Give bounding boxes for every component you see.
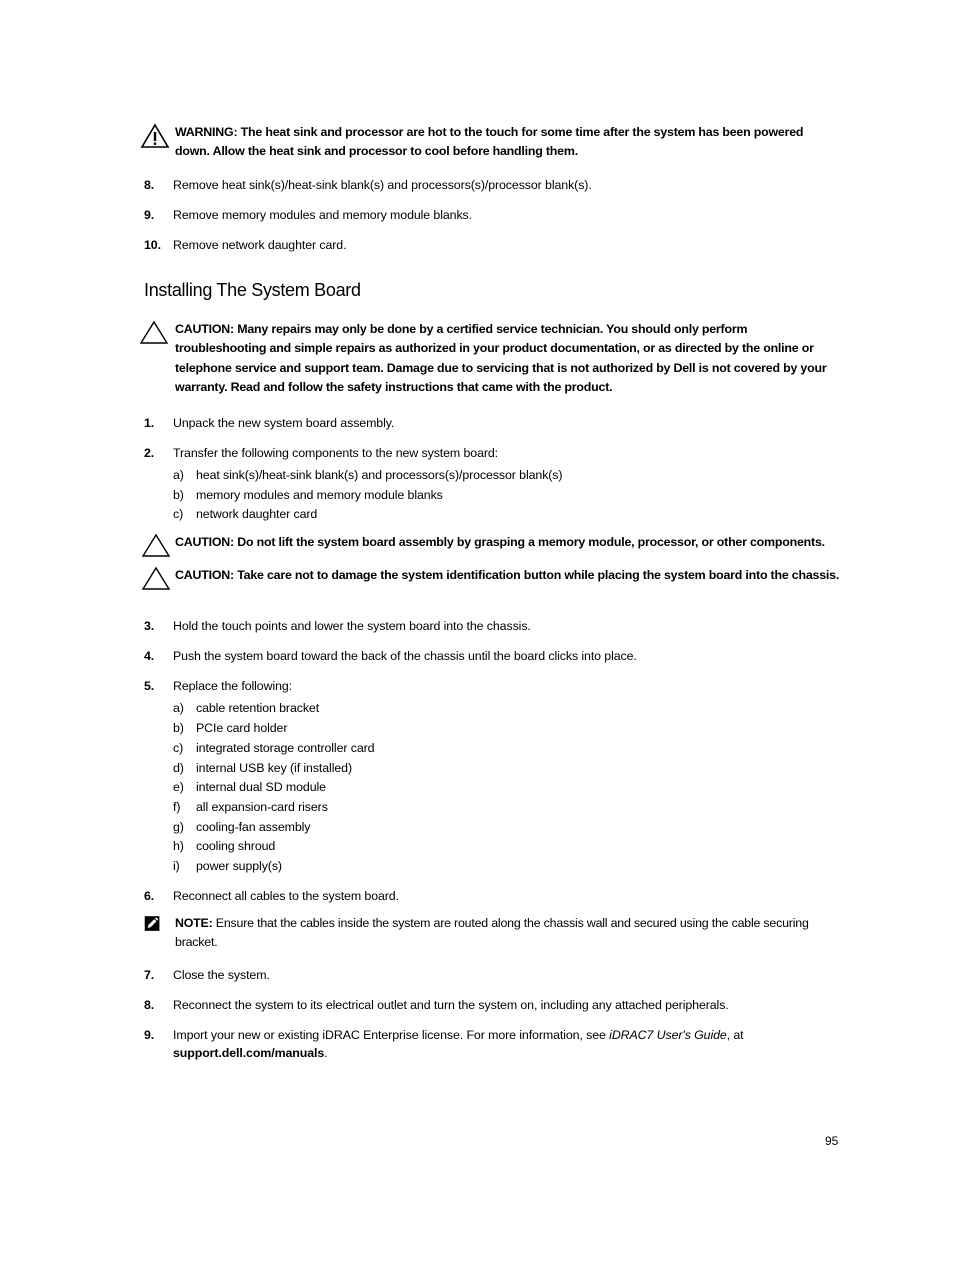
caution-text: Many repairs may only be done by a certified service technician. You should only perform troubleshooting and simple repairs as authorized in your product documentation, or as directed by the online or telephone service and support team. Damage due to servicing that is not authorized by Dell is not covered by your warranty. Read and follow the safety instructions that came with the product. <box>175 322 827 395</box>
support-link[interactable]: support.dell.com/manuals <box>173 1046 325 1060</box>
note-text: Ensure that the cables inside the system are routed along the chassis wall and secured using the cable securing bracket. <box>175 916 809 950</box>
caution-label: CAUTION: <box>175 322 234 336</box>
warning-icon <box>140 123 170 149</box>
note-pencil-icon <box>144 914 166 936</box>
warning-text: The heat sink and processor are hot to the touch for some time after the system has been powered down. Allow the heat sink and processor to cool before handling them. <box>175 125 804 159</box>
caution-text: Take care not to damage the system identification button while placing the system board into the chassis. <box>237 568 840 582</box>
caution-icon <box>140 533 170 559</box>
note-label: NOTE: <box>175 916 213 930</box>
caution-label: CAUTION: <box>175 535 234 549</box>
guide-title: iDRAC7 User's Guide <box>609 1028 727 1042</box>
warning-label: WARNING: <box>175 125 238 139</box>
caution-label: CAUTION: <box>175 568 234 582</box>
caution-text: Do not lift the system board assembly by grasping a memory module, processor, or other components. <box>237 535 825 549</box>
section-title: Installing The System Board <box>144 280 361 300</box>
caution-icon <box>140 566 170 592</box>
page-number: 95 <box>825 1134 839 1148</box>
caution-icon <box>140 320 170 346</box>
